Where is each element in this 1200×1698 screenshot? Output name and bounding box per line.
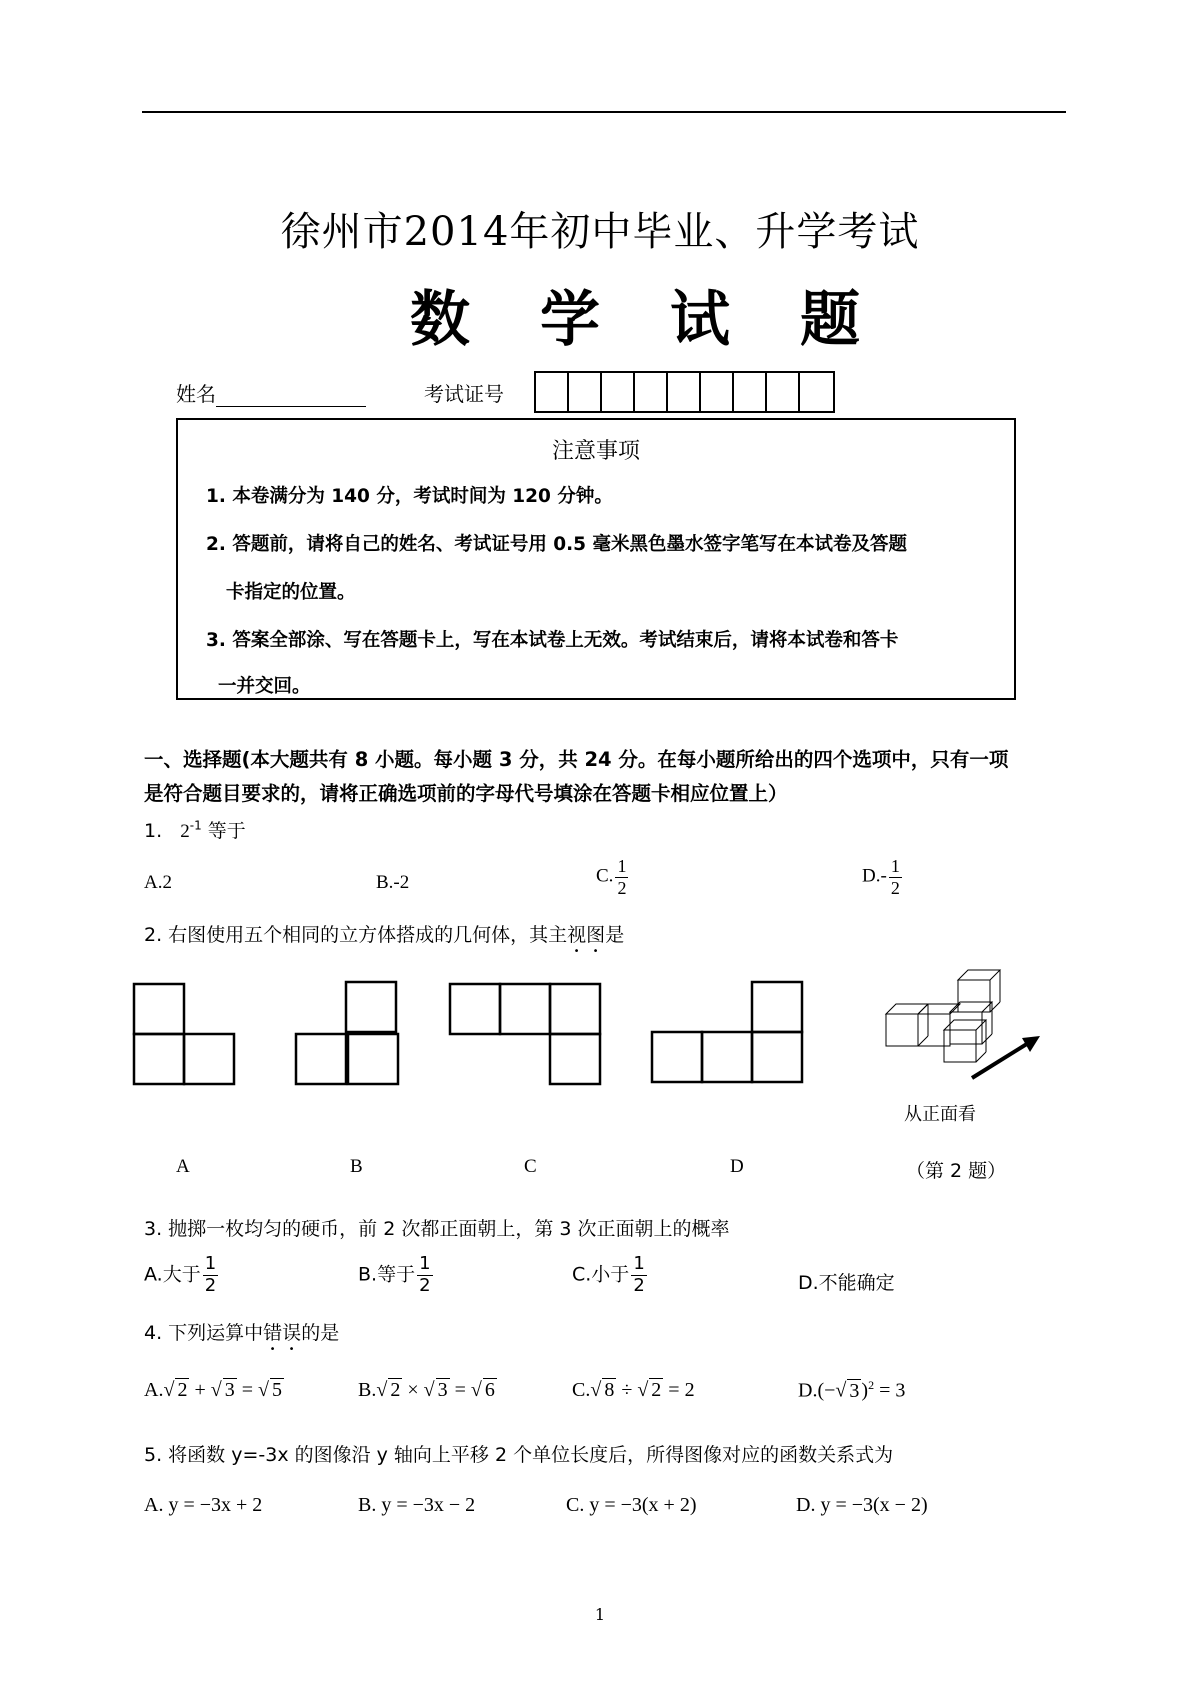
option-c-figure[interactable] xyxy=(450,984,600,1084)
cube-stack-figure xyxy=(886,970,1000,1062)
notice-item: 2. 答题前，请将自己的姓名、考试证号用 0.5 毫米黑色墨水签字笔写在本试卷及答题 xyxy=(206,534,907,555)
figure-caption: （第 2 题） xyxy=(906,1160,1007,1182)
q1-d-prefix: D.- xyxy=(862,865,887,887)
notice-item: 卡指定的位置。 xyxy=(226,582,356,603)
name-field[interactable] xyxy=(176,378,366,407)
q5-option-d[interactable]: D. y = −3(x − 2) xyxy=(796,1494,928,1516)
q3-option-b[interactable]: B.等于 $\frac{1}{2}$ xyxy=(358,1253,431,1296)
fraction: $\frac{1}{2}$ xyxy=(890,856,900,898)
option-b-figure[interactable] xyxy=(296,982,398,1084)
view-direction-caption: 从正面看 xyxy=(904,1104,976,1125)
fraction: $\frac{1}{2}$ xyxy=(633,1253,645,1296)
q5-option-b[interactable]: B. y = −3x − 2 xyxy=(358,1494,476,1516)
q4-option-c[interactable]: C.√ 8 ÷ √ 2 = 2 xyxy=(572,1379,695,1401)
q3-option-c[interactable]: C.小于 $\frac{1}{2}$ xyxy=(572,1253,645,1296)
question-1 xyxy=(144,816,246,843)
q5-option-a[interactable]: A. y = −3x + 2 xyxy=(144,1494,263,1516)
id-number-boxes[interactable] xyxy=(534,371,835,413)
id-digit-box[interactable] xyxy=(602,373,635,411)
id-digit-box[interactable] xyxy=(569,373,602,411)
emphasis-dotted: 错误 xyxy=(263,1322,302,1344)
q1-number: 1. xyxy=(144,820,163,842)
notice-box xyxy=(176,418,1016,700)
fraction: $\frac{1}{2}$ xyxy=(204,1253,217,1296)
q3-option-d[interactable]: D.不能确定 xyxy=(798,1272,895,1294)
id-digit-box[interactable] xyxy=(635,373,668,411)
q1-text: 等于 xyxy=(207,820,246,842)
section-heading: 一、选择题(本大题共有 8 小题。每小题 3 分，共 24 分。在每小题所给出的四个选项中，只有一项 xyxy=(144,748,1009,771)
q1-option-a[interactable]: A.2 xyxy=(144,872,172,893)
notice-item: 1. 本卷满分为 140 分，考试时间为 120 分钟。 xyxy=(206,486,613,507)
name-label: 姓名 xyxy=(176,382,216,406)
id-digit-box[interactable] xyxy=(767,373,800,411)
q1-option-c[interactable] xyxy=(596,856,628,898)
q3-option-a[interactable]: A.大于 $\frac{1}{2}$ xyxy=(144,1253,217,1296)
q2-label-b[interactable]: B xyxy=(350,1156,363,1177)
q1-option-b[interactable]: B.-2 xyxy=(376,872,410,893)
q5-option-c[interactable]: C. y = −3(x + 2) xyxy=(566,1494,697,1516)
q1-option-d[interactable] xyxy=(862,856,902,898)
fraction: $\frac{1}{2}$ xyxy=(419,1253,431,1296)
name-blank[interactable] xyxy=(216,386,366,407)
id-label: 考试证号 xyxy=(424,382,504,406)
question-3: 3. 抛掷一枚均匀的硬币，前 2 次都正面朝上，第 3 次正面朝上的概率 xyxy=(144,1218,730,1240)
q4-option-b[interactable]: B.√ 2 × √ 3 = √ 6 xyxy=(358,1379,495,1401)
id-digit-box[interactable] xyxy=(800,373,833,411)
section-heading-cont: 是符合题目要求的，请将正确选项前的字母代号填涂在答题卡相应位置上） xyxy=(144,782,788,805)
q4-option-d[interactable]: D.(−√ 3 )$^2$ = 3 xyxy=(798,1378,906,1402)
id-digit-box[interactable] xyxy=(701,373,734,411)
q1-c-prefix: C. xyxy=(596,865,614,887)
q1-base: 2 xyxy=(180,821,190,842)
notice-item: 一并交回。 xyxy=(218,676,311,697)
q2-label-c[interactable]: C xyxy=(524,1156,537,1177)
emphasis-dotted: 视图 xyxy=(567,924,606,946)
q4-option-a[interactable]: A.√ 2 + √ 3 = √ 5 xyxy=(144,1379,282,1401)
q2-figures xyxy=(0,960,1200,1140)
id-digit-box[interactable] xyxy=(668,373,701,411)
id-digit-box[interactable] xyxy=(536,373,569,411)
notice-item: 3. 答案全部涂、写在答题卡上，写在本试卷上无效。考试结束后，请将本试卷和答卡 xyxy=(206,630,899,651)
id-digit-box[interactable] xyxy=(734,373,767,411)
question-4: 4. 下列运算中错误的是 xyxy=(144,1322,340,1344)
option-d-figure[interactable] xyxy=(652,982,802,1082)
option-a-figure[interactable] xyxy=(134,984,234,1084)
header-rule xyxy=(142,111,1066,113)
page-number: 1 xyxy=(594,1605,606,1624)
question-2: 2. 右图使用五个相同的立方体搭成的几何体，其主视图是 xyxy=(144,924,625,946)
q2-label-a[interactable]: A xyxy=(176,1156,190,1177)
q2-label-d[interactable]: D xyxy=(730,1156,744,1177)
question-5: 5. 将函数 y=-3x 的图像沿 y 轴向上平移 2 个单位长度后，所得图像对应的函数关系式为 xyxy=(144,1444,894,1466)
exam-subtitle: 数学试题 xyxy=(410,285,930,355)
fraction: $\frac{1}{2}$ xyxy=(617,856,627,898)
q1-exponent: -1 xyxy=(189,818,202,833)
exam-title: 徐州市2014年初中毕业、升学考试 xyxy=(280,209,920,255)
notice-title: 注意事项 xyxy=(551,439,640,464)
